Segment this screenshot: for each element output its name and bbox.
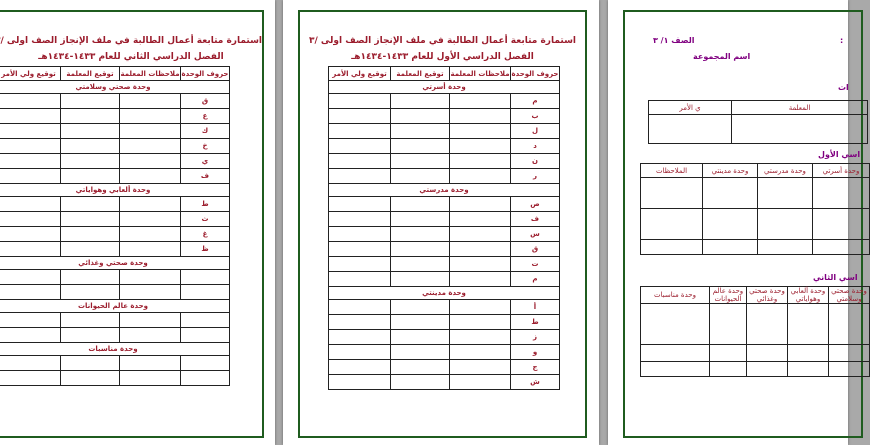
sign-cell — [649, 115, 732, 144]
term2-cell — [788, 304, 829, 345]
table-row — [0, 124, 230, 139]
empty-cell — [120, 94, 181, 109]
empty-cell — [0, 197, 61, 212]
table-row — [329, 300, 560, 315]
table-row — [0, 285, 230, 300]
empty-cell — [61, 356, 120, 371]
empty-cell — [391, 300, 450, 315]
empty-cell — [391, 330, 450, 345]
empty-cell — [450, 94, 511, 109]
unit-letter: و — [511, 345, 560, 360]
empty-cell — [329, 154, 391, 169]
table-row — [0, 371, 230, 386]
term-title: الفصل الدراسي الأول للعام ١٤٣٣-١٤٣٤هـ — [351, 52, 534, 62]
empty-cell — [450, 330, 511, 345]
empty-cell — [61, 154, 120, 169]
sign-header: المعلمة — [732, 101, 868, 115]
term1-cell — [703, 178, 758, 209]
table-row — [329, 375, 560, 390]
term1-header: وحدة مدينتي — [703, 164, 758, 178]
empty-cell — [61, 328, 120, 343]
unit-letter: أ — [511, 300, 560, 315]
empty-cell — [450, 315, 511, 330]
empty-cell — [391, 169, 450, 184]
table-row — [329, 139, 560, 154]
table-row — [329, 94, 560, 109]
empty-cell — [329, 124, 391, 139]
column-header: توقيع المعلمة — [391, 67, 450, 81]
table-row — [0, 356, 230, 371]
empty-cell — [329, 300, 391, 315]
empty-cell — [61, 227, 120, 242]
empty-cell — [391, 94, 450, 109]
unit-letter: ت — [511, 257, 560, 272]
table-row — [329, 345, 560, 360]
column-header: حروف الوحدة — [511, 67, 560, 81]
term2-header: وحدة عالم الحيوانات — [710, 287, 747, 304]
empty-cell — [450, 272, 511, 287]
empty-cell — [391, 272, 450, 287]
empty-cell — [61, 371, 120, 386]
unit-letter: س — [511, 227, 560, 242]
empty-cell — [61, 242, 120, 257]
unit-title: وحدة عالم الحيوانات — [0, 300, 230, 313]
empty-cell — [329, 242, 391, 257]
empty-cell — [329, 375, 391, 390]
term2-cell — [829, 345, 870, 362]
table-row — [329, 154, 560, 169]
empty-cell — [329, 94, 391, 109]
term1-header: وحدة مدرستي — [758, 164, 813, 178]
table-row — [0, 328, 230, 343]
empty-cell — [0, 356, 61, 371]
table-row — [329, 272, 560, 287]
empty-cell — [329, 257, 391, 272]
empty-cell — [450, 300, 511, 315]
unit-title: وحدة مدينتي — [329, 287, 560, 300]
empty-cell — [0, 371, 61, 386]
empty-cell — [120, 242, 181, 257]
empty-cell — [120, 124, 181, 139]
empty-cell — [120, 212, 181, 227]
empty-cell — [391, 154, 450, 169]
empty-cell — [391, 124, 450, 139]
empty-cell — [61, 109, 120, 124]
unit-title: وحدة صحتي وسلامتي — [0, 81, 230, 94]
unit-letter: ن — [511, 154, 560, 169]
unit-letter — [181, 371, 230, 386]
empty-cell — [0, 154, 61, 169]
table-row — [329, 197, 560, 212]
empty-cell — [0, 109, 61, 124]
unit-letter: م — [511, 94, 560, 109]
table-row — [0, 154, 230, 169]
empty-cell — [120, 285, 181, 300]
unit-title: وحدة أسرتي — [329, 81, 560, 94]
empty-cell — [61, 285, 120, 300]
unit-letter: ط — [511, 315, 560, 330]
empty-cell — [61, 313, 120, 328]
empty-cell — [391, 375, 450, 390]
empty-cell — [61, 124, 120, 139]
empty-cell — [61, 169, 120, 184]
term2-cell — [641, 345, 710, 362]
term2-cell — [829, 362, 870, 377]
unit-letter — [181, 270, 230, 285]
table-row — [329, 109, 560, 124]
term2-cell — [710, 362, 747, 377]
empty-cell — [450, 109, 511, 124]
empty-cell — [450, 197, 511, 212]
empty-cell — [61, 212, 120, 227]
empty-cell — [329, 360, 391, 375]
empty-cell — [0, 227, 61, 242]
unit-letter: ل — [511, 124, 560, 139]
empty-cell — [329, 272, 391, 287]
table-row — [0, 242, 230, 257]
empty-cell — [0, 212, 61, 227]
column-header: ملاحظات المعلمة — [120, 67, 181, 81]
unit-letter — [181, 356, 230, 371]
table-row — [0, 109, 230, 124]
table-row — [0, 197, 230, 212]
empty-cell — [120, 227, 181, 242]
column-header: حروف الوحدة — [181, 67, 230, 81]
empty-cell — [391, 257, 450, 272]
empty-cell — [450, 154, 511, 169]
empty-cell — [120, 356, 181, 371]
empty-cell — [329, 315, 391, 330]
table-row — [329, 315, 560, 330]
empty-cell — [391, 139, 450, 154]
term2-header: وحدة صحتي وسلامتي — [829, 287, 870, 304]
document-page-3 — [608, 0, 867, 445]
empty-cell — [61, 270, 120, 285]
form-title: استمارة متابعة أعمال الطالبة في ملف الإنجاز الصف اولى /٣ — [308, 36, 576, 46]
empty-cell — [450, 212, 511, 227]
unit-letter: ث — [181, 212, 230, 227]
empty-cell — [329, 212, 391, 227]
empty-cell — [391, 360, 450, 375]
unit-letter: ب — [511, 109, 560, 124]
term2-cell — [747, 304, 788, 345]
empty-cell — [391, 242, 450, 257]
empty-cell — [329, 169, 391, 184]
unit-letter — [181, 313, 230, 328]
unit-letter: ز — [511, 330, 560, 345]
table-row — [0, 169, 230, 184]
empty-cell — [391, 315, 450, 330]
empty-cell — [450, 227, 511, 242]
empty-cell — [450, 257, 511, 272]
unit-letter: خ — [181, 139, 230, 154]
unit-letter: م — [511, 272, 560, 287]
empty-cell — [391, 227, 450, 242]
table-row — [0, 227, 230, 242]
form-title: استمارة متابعة أعمال الطالبة في ملف الإنجاز الصف اولى / — [0, 36, 262, 46]
sign-cell — [732, 115, 868, 144]
table-row — [0, 313, 230, 328]
empty-cell — [329, 197, 391, 212]
document-page-1 — [0, 0, 275, 445]
term-title: الفصل الدراسي الثاني للعام ١٤٣٣-١٤٣٤هـ — [38, 52, 224, 62]
empty-cell — [450, 375, 511, 390]
empty-cell — [120, 197, 181, 212]
table-row — [0, 212, 230, 227]
column-header: توقيع المعلمة — [61, 67, 120, 81]
empty-cell — [450, 360, 511, 375]
empty-cell — [0, 242, 61, 257]
unit-letter: ك — [181, 124, 230, 139]
empty-cell — [120, 328, 181, 343]
term2-cell — [641, 304, 710, 345]
term2-cell — [747, 345, 788, 362]
term1-cell — [703, 209, 758, 240]
sign-header: ي الأمر — [649, 101, 732, 115]
unit-letter: ج — [511, 360, 560, 375]
empty-cell — [0, 94, 61, 109]
term1-cell — [813, 178, 870, 209]
term2-header: وحدة ألعابي وهواياتي — [788, 287, 829, 304]
empty-cell — [0, 124, 61, 139]
empty-cell — [391, 197, 450, 212]
unit-title: وحدة ألعابي وهواياتي — [0, 184, 230, 197]
empty-cell — [329, 227, 391, 242]
empty-cell — [120, 270, 181, 285]
empty-cell — [329, 139, 391, 154]
column-header: ملاحظات المعلمة — [450, 67, 511, 81]
unit-letter: ف — [511, 212, 560, 227]
unit-letter: ي — [181, 154, 230, 169]
empty-cell — [61, 94, 120, 109]
table-row — [0, 94, 230, 109]
term1-cell — [758, 240, 813, 255]
section-label: ات — [838, 83, 849, 92]
unit-letter: ع — [181, 109, 230, 124]
term1-cell — [641, 178, 703, 209]
empty-cell — [329, 330, 391, 345]
term2-cell — [788, 345, 829, 362]
empty-cell — [120, 154, 181, 169]
term1-cell — [641, 209, 703, 240]
unit-letter: ف — [181, 169, 230, 184]
empty-cell — [0, 285, 61, 300]
unit-letter: ش — [511, 375, 560, 390]
term1-cell — [758, 209, 813, 240]
term1-table — [640, 163, 870, 255]
unit-letter: ط — [181, 197, 230, 212]
table-row — [329, 360, 560, 375]
empty-cell — [391, 345, 450, 360]
term1-header: الملاحظات — [641, 164, 703, 178]
empty-cell — [329, 109, 391, 124]
empty-cell — [120, 371, 181, 386]
term1-cell — [758, 178, 813, 209]
class-label: الصف ١/ ٣ — [653, 36, 695, 45]
term2-cell — [747, 362, 788, 377]
term2-cell — [710, 304, 747, 345]
table-row — [329, 257, 560, 272]
unit-letter — [181, 285, 230, 300]
empty-cell — [61, 139, 120, 154]
unit-letter — [181, 328, 230, 343]
follow-up-table — [328, 66, 560, 390]
empty-cell — [61, 197, 120, 212]
empty-cell — [450, 345, 511, 360]
term2-header: وحدة مناسبات — [641, 287, 710, 304]
empty-cell — [0, 313, 61, 328]
empty-cell — [450, 169, 511, 184]
unit-title: وحدة صحتي وغذائي — [0, 257, 230, 270]
empty-cell — [450, 242, 511, 257]
term2-cell — [641, 362, 710, 377]
document-page-2 — [283, 0, 599, 445]
empty-cell — [120, 313, 181, 328]
empty-cell — [0, 270, 61, 285]
follow-up-table — [0, 66, 230, 386]
empty-cell — [0, 139, 61, 154]
term2-cell — [788, 362, 829, 377]
group-label: اسم المجموعة — [693, 52, 751, 61]
empty-cell — [0, 328, 61, 343]
empty-cell — [0, 169, 61, 184]
term1-header: وحدة أسرتي — [813, 164, 870, 178]
term1-cell — [813, 209, 870, 240]
term2-cell — [710, 345, 747, 362]
unit-title: وحدة مناسبات — [0, 343, 230, 356]
empty-cell — [120, 109, 181, 124]
empty-cell — [329, 345, 391, 360]
term1-cell — [813, 240, 870, 255]
empty-cell — [450, 139, 511, 154]
empty-cell — [391, 212, 450, 227]
unit-letter: ر — [511, 169, 560, 184]
unit-letter: ق — [511, 242, 560, 257]
signature-table — [648, 100, 868, 144]
column-header: توقيع ولي الأمر — [329, 67, 391, 81]
unit-letter: غ — [181, 227, 230, 242]
table-row — [0, 270, 230, 285]
term2-table — [640, 286, 870, 377]
term2-label: اسي الثاني — [813, 273, 858, 282]
table-row — [329, 169, 560, 184]
unit-letter: د — [511, 139, 560, 154]
table-row — [329, 212, 560, 227]
empty-cell — [391, 109, 450, 124]
unit-letter: ظ — [181, 242, 230, 257]
term1-cell — [703, 240, 758, 255]
empty-cell — [120, 139, 181, 154]
table-row — [329, 242, 560, 257]
unit-letter: ص — [511, 197, 560, 212]
empty-cell — [120, 169, 181, 184]
table-row — [0, 139, 230, 154]
term1-cell — [641, 240, 703, 255]
table-row — [329, 124, 560, 139]
column-header: توقيع ولي الأمر — [0, 67, 61, 81]
term2-cell — [829, 304, 870, 345]
colon-label: : — [840, 36, 844, 45]
empty-cell — [450, 124, 511, 139]
term1-label: اسي الأول — [818, 150, 861, 159]
table-row — [329, 227, 560, 242]
term2-header: وحدة صحتي وغذائي — [747, 287, 788, 304]
unit-title: وحدة مدرستي — [329, 184, 560, 197]
table-row — [329, 330, 560, 345]
unit-letter: ق — [181, 94, 230, 109]
